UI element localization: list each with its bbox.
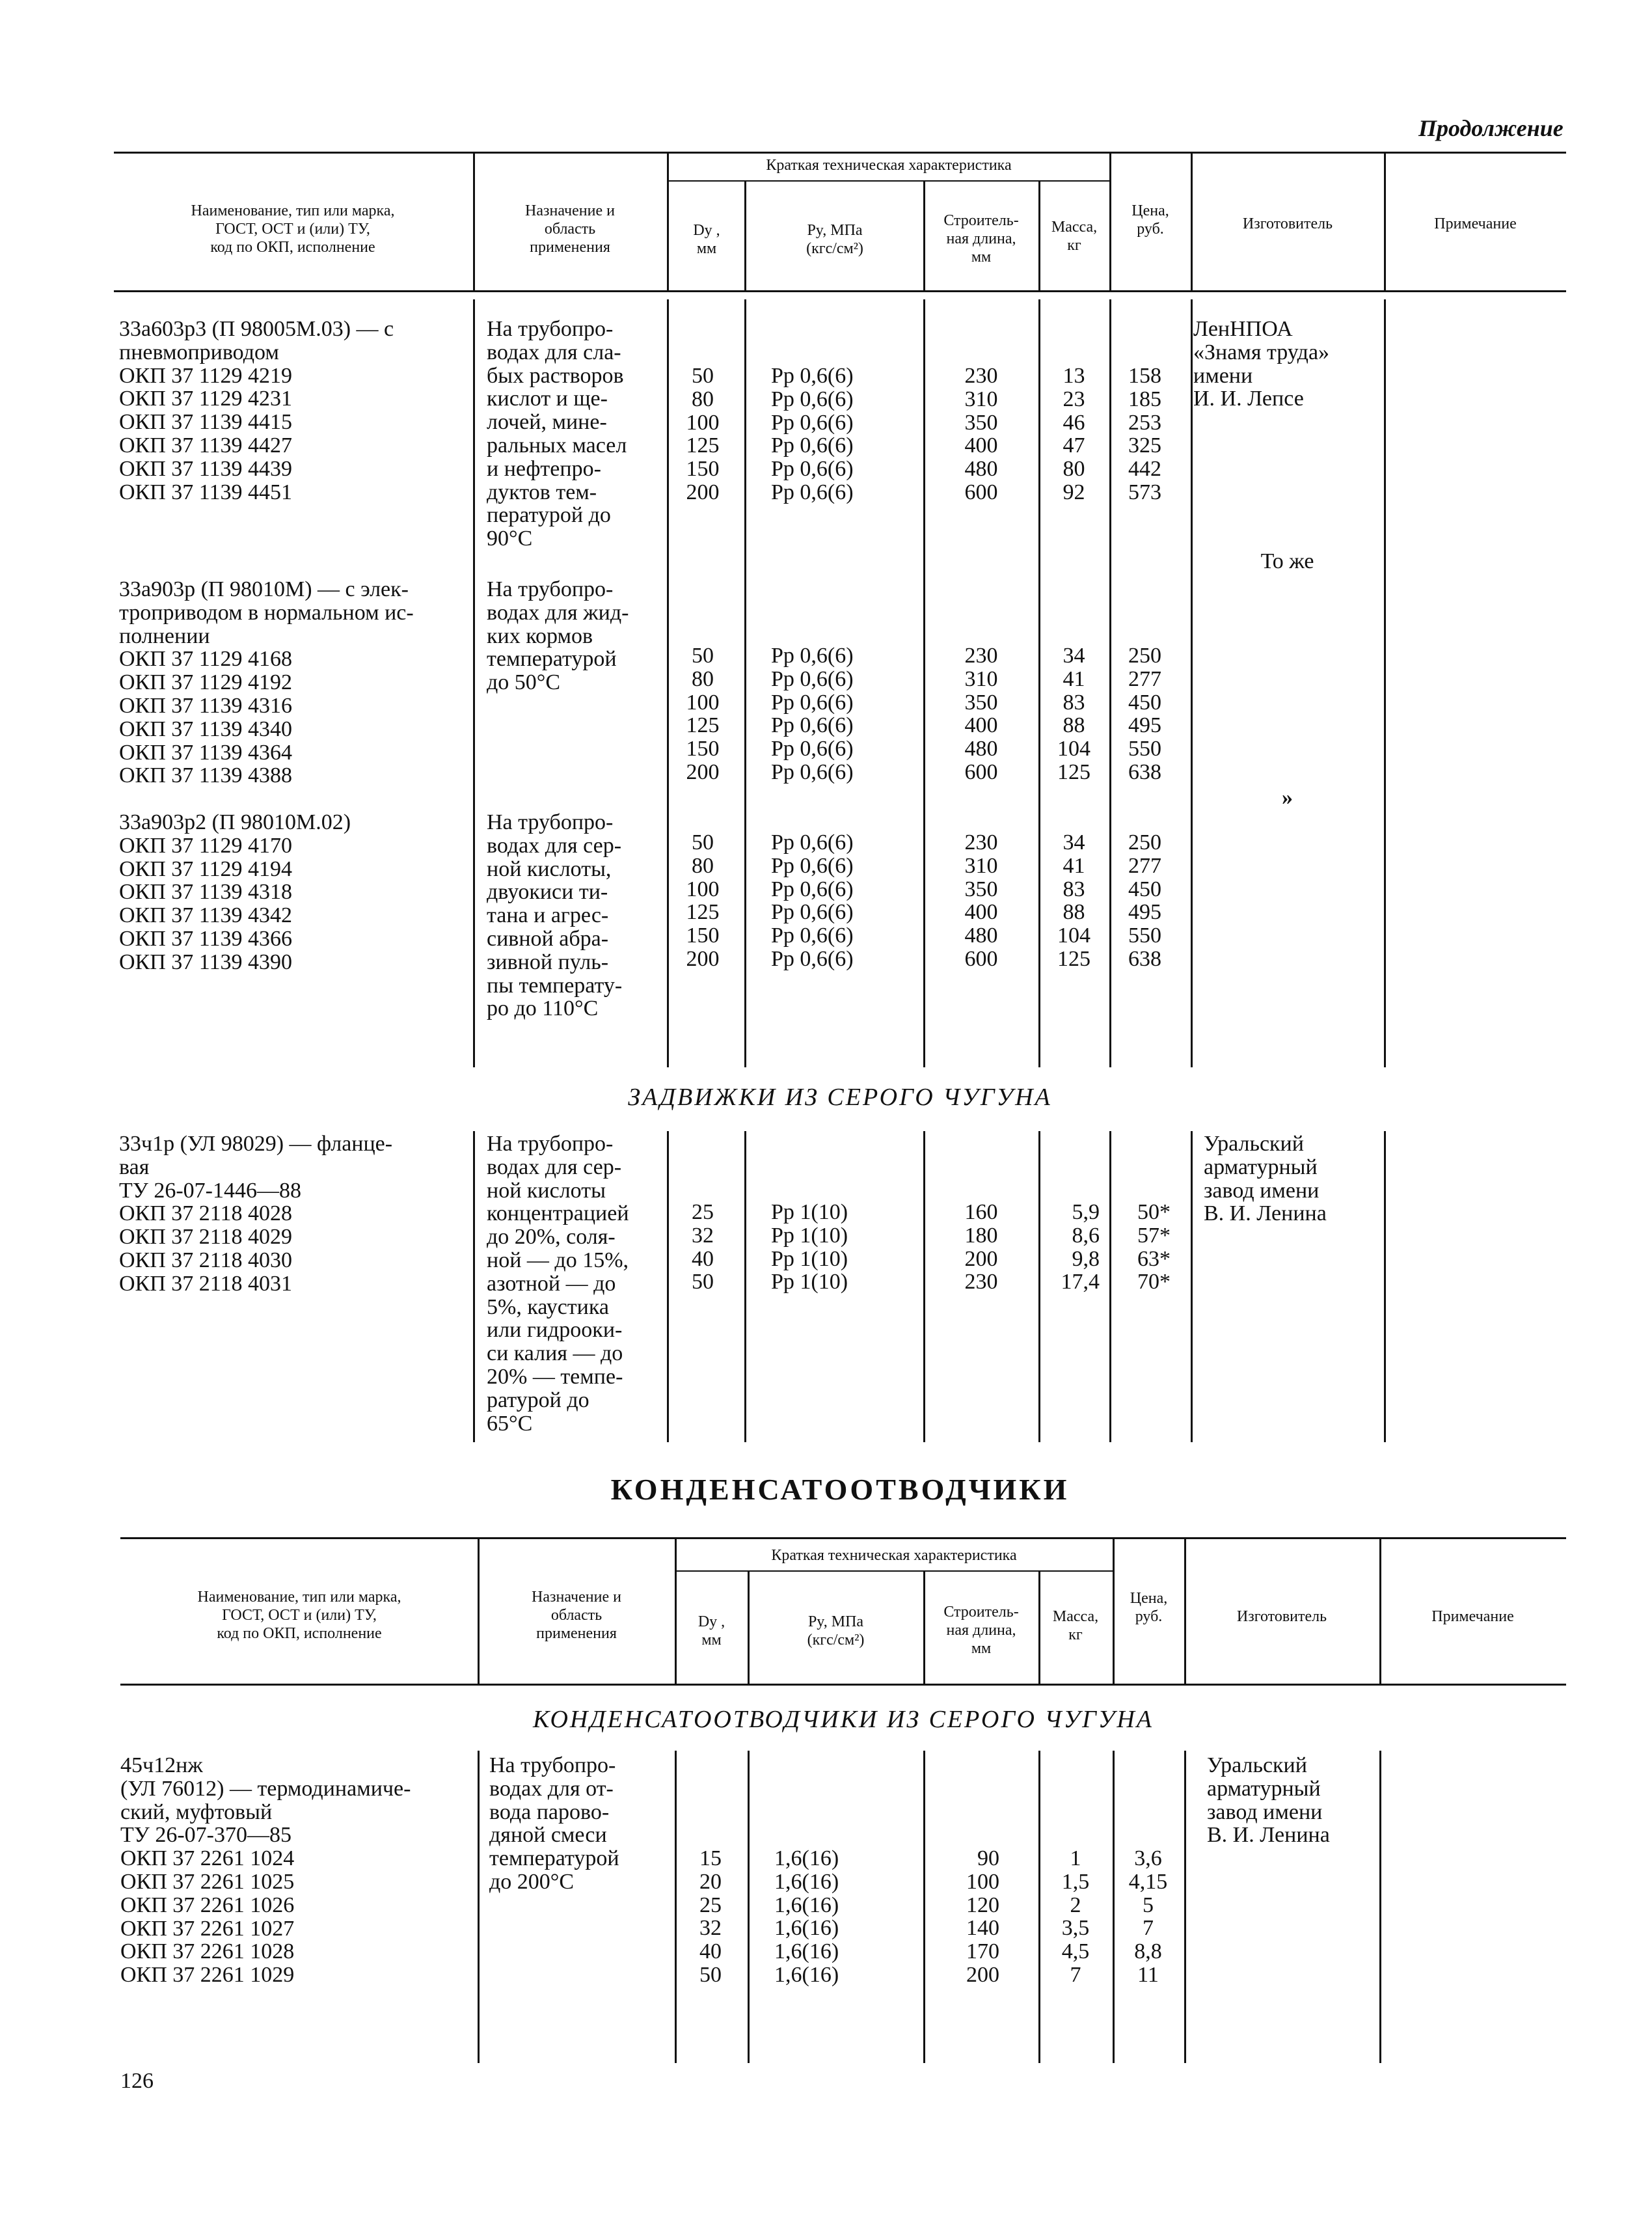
header2-dn: Dy , мм: [697, 1613, 725, 1648]
rule: [114, 152, 1566, 154]
header2-brief: Краткая техническая характеристика: [771, 1547, 1017, 1564]
header2-purpose: Назначение и область применения: [532, 1589, 621, 1642]
cond-row-purpose: На трубопро- водах для от- вода парово- дяной смеси температурой до 200°С: [489, 1753, 619, 1894]
header-name: Наименование, тип или марка, ГОСТ, ОСТ и (или) ТУ, код по ОКП, исполнение: [191, 202, 395, 256]
row-1-maker: ЛенНПОА «Знамя труда» имени И. И. Лепсе: [1193, 317, 1330, 411]
row-3-purpose: На трубопро- водах для сер- ной кислоты, двуокиси ти- тана и агрес- сивной абра- зивной пуль- пы температу- ро до 110°С: [487, 810, 623, 1021]
row-2-maker: То же: [1260, 549, 1314, 573]
row-1-purpose: На трубопро- водах для сла- бых растворов кислот и ще- лочей, мине- ральных масел и нефтепро- дуктов тем- пературой до 90°С: [487, 317, 627, 551]
rule: [473, 299, 475, 1067]
gray-row-price: 50* 57* 63* 70*: [1137, 1200, 1171, 1294]
row-2-name: 33а903р (П 98010М) — с элек- троприводом в нормальном ис- полнении ОКП 37 1129 4168 ОКП 37 1129 4192 ОКП 37 1139 4316 ОКП 37 1139 4340 ОКП 37 1139 4364 ОКП 37 1139 4388: [119, 577, 414, 788]
gray-row-name: 33ч1р (УЛ 98029) — фланце- вая ТУ 26-07-1446—88 ОКП 37 2118 4028 ОКП 37 2118 4029 ОКП 37 2118 4030 ОКП 37 2118 4031: [119, 1132, 393, 1296]
rule: [478, 1751, 480, 2063]
rule: [120, 1684, 1566, 1686]
rule: [1384, 1131, 1386, 1442]
page-number: 126: [120, 2069, 154, 2093]
gray-row-dn: 25 32 40 50: [692, 1200, 714, 1294]
rule: [744, 1131, 746, 1442]
rule: [748, 1751, 750, 2063]
header2-py: Py, МПа (кгс/см²): [807, 1613, 865, 1648]
row-2-price: 250 277 450 495 550 638: [1128, 644, 1161, 784]
row-2-length: 230 310 350 400 480 600: [964, 644, 998, 784]
gray-row-py: Pр 1(10) Pр 1(10) Pр 1(10) Pр 1(10): [771, 1200, 848, 1294]
header-maker: Изготовитель: [1242, 215, 1333, 232]
cond-row-price: 3,6 4,15 5 7 8,8 11: [1128, 1846, 1168, 1987]
rule: [1191, 1131, 1193, 1442]
cond-row-name: 45ч12нж (УЛ 76012) — термодинамиче- ский, муфтовый ТУ 26-07-370—85 ОКП 37 2261 1024 ОКП 37 2261 1025 ОКП 37 2261 1026 ОКП 37 2261 1027 ОКП 37 2261 1028 ОКП 37 2261 1029: [120, 1753, 411, 1988]
row-2-purpose: На трубопро- водах для жид- ких кормов температурой до 50°С: [487, 577, 629, 695]
gray-row-length: 160 180 200 230: [964, 1200, 998, 1294]
cond-row-dn: 15 20 25 32 40 50: [699, 1846, 722, 1987]
header-price: Цена, руб.: [1131, 202, 1169, 238]
row-1-length: 230 310 350 400 480 600: [964, 364, 998, 504]
header-note: Примечание: [1434, 215, 1517, 232]
row-3-dn: 50 80 100 125 150 200: [686, 830, 720, 971]
rule: [667, 152, 669, 290]
header-purpose: Назначение и область применения: [525, 202, 615, 256]
gray-row-maker: Уральский арматурный завод имени В. И. Ленина: [1204, 1132, 1327, 1226]
header-mass: Масса, кг: [1051, 219, 1098, 254]
rule: [1384, 299, 1386, 1067]
rule: [473, 1131, 475, 1442]
row-2-py: Pр 0,6(6) Pр 0,6(6) Pр 0,6(6) Pр 0,6(6) Pр 0,6(6) Pр 0,6(6): [771, 644, 854, 784]
header-dn: Dy , мм: [693, 222, 720, 257]
row-3-py: Pр 0,6(6) Pр 0,6(6) Pр 0,6(6) Pр 0,6(6) Pр 0,6(6) Pр 0,6(6): [771, 830, 854, 971]
header2-mass: Масса, кг: [1052, 1608, 1099, 1643]
rule: [114, 290, 1566, 292]
row-3-price: 250 277 450 495 550 638: [1128, 830, 1161, 971]
header2-maker: Изготовитель: [1236, 1608, 1327, 1625]
cond-row-length: 90 100 120 140 170 200: [966, 1846, 999, 1987]
cond-row-py: 1,6(16) 1,6(16) 1,6(16) 1,6(16) 1,6(16) 1,6(16): [774, 1846, 839, 1987]
header2-name: Наименование, тип или марка, ГОСТ, ОСТ и (или) ТУ, код по ОКП, исполнение: [197, 1589, 401, 1642]
cond-row-maker: Уральский арматурный завод имени В. И. Ленина: [1207, 1753, 1330, 1848]
gray-row-mass: 5,9 8,6 9,8 17,4: [1061, 1200, 1100, 1294]
row-3-name: 33а903р2 (П 98010М.02) ОКП 37 1129 4170 ОКП 37 1129 4194 ОКП 37 1139 4318 ОКП 37 1139 4342 ОКП 37 1139 4366 ОКП 37 1139 4390: [119, 810, 351, 974]
section-gray-iron-gates: ЗАДВИЖКИ ИЗ СЕРОГО ЧУГУНА: [628, 1084, 1052, 1111]
row-2-dn: 50 80 100 125 150 200: [686, 644, 720, 784]
header2-note: Примечание: [1431, 1608, 1514, 1625]
row-3-mass: 34 41 83 88 104 125: [1057, 830, 1090, 971]
rule: [1184, 1751, 1186, 2063]
rule: [744, 299, 746, 1067]
row-1-mass: 13 23 46 47 80 92: [1063, 364, 1085, 504]
continuation-label: Продолжение: [1418, 115, 1564, 141]
rule: [1191, 299, 1193, 1067]
rule: [744, 180, 746, 290]
row-3-maker: »: [1282, 786, 1293, 810]
row-3-length: 230 310 350 400 480 600: [964, 830, 998, 971]
row-1-dn: 50 80 100 125 150 200: [686, 364, 720, 504]
header-length: Строитель- ная длина, мм: [943, 212, 1019, 266]
section-gray-iron-traps: КОНДЕНСАТООТВОДЧИКИ ИЗ СЕРОГО ЧУГУНА: [532, 1706, 1154, 1733]
header-py: Py, МПа (кгс/см²): [806, 222, 863, 257]
cond-row-mass: 1 1,5 2 3,5 4,5 7: [1061, 1846, 1090, 1987]
row-1-name: 33а603р3 (П 98005М.03) — с пневмоприводом ОКП 37 1129 4219 ОКП 37 1129 4231 ОКП 37 1139 4415 ОКП 37 1139 4427 ОКП 37 1139 4439 ОКП 37 1139 4451: [119, 317, 394, 504]
header-brief: Краткая техническая характеристика: [766, 157, 1012, 174]
row-1-price: 158 185 253 325 442 573: [1128, 364, 1161, 504]
rule: [675, 1570, 1113, 1572]
gray-row-purpose: На трубопро- водах для сер- ной кислоты концентрацией до 20%, соля- ной — до 15%, азотной — до 5%, каустика или гидрооки- си калия — до 20% — темпе- ратурой до 65°С: [487, 1132, 629, 1436]
header2-price: Цена, руб.: [1130, 1590, 1168, 1625]
header2-length: Строитель- ная длина, мм: [943, 1604, 1019, 1657]
rule: [120, 1537, 1566, 1539]
row-1-py: Pр 0,6(6) Pр 0,6(6) Pр 0,6(6) Pр 0,6(6) Pр 0,6(6) Pр 0,6(6): [771, 364, 854, 504]
rule: [667, 180, 1109, 182]
section-title-condensate-traps: КОНДЕНСАТООТВОДЧИКИ: [610, 1473, 1070, 1506]
rule: [1379, 1751, 1381, 2063]
row-2-mass: 34 41 83 88 104 125: [1057, 644, 1090, 784]
